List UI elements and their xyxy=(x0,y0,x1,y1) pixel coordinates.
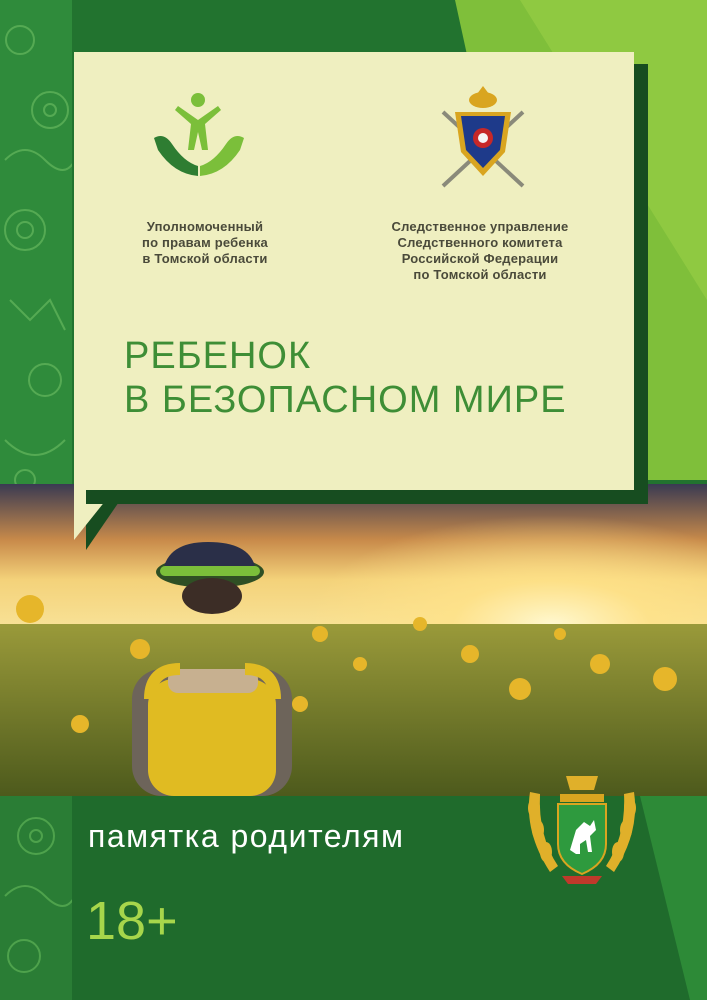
org-right-line: Следственного комитета xyxy=(397,235,563,250)
ombudsman-logo-icon xyxy=(150,92,248,184)
age-rating: 18+ xyxy=(86,891,178,951)
org-left-line: по правам ребенка xyxy=(142,235,268,250)
investigative-committee-emblem-icon xyxy=(437,82,529,192)
org-right-line: Российской Федерации xyxy=(401,251,559,266)
memo-for-parents: памятка родителям xyxy=(88,818,405,854)
org-left-line: в Томской области xyxy=(142,251,268,266)
org-left-line: Уполномоченный xyxy=(146,219,264,234)
investigative-committee-org-name xyxy=(370,219,590,283)
title-line: РЕБЕНОК xyxy=(124,335,312,377)
org-right-line: Следственное управление xyxy=(391,219,569,234)
org-right-line: по Томской области xyxy=(413,267,547,282)
tomsk-region-coat-of-arms-icon xyxy=(522,772,642,890)
ombudsman-org-name xyxy=(110,219,300,267)
title-line: В БЕЗОПАСНОМ МИРЕ xyxy=(124,379,567,421)
cover-title xyxy=(124,334,624,422)
